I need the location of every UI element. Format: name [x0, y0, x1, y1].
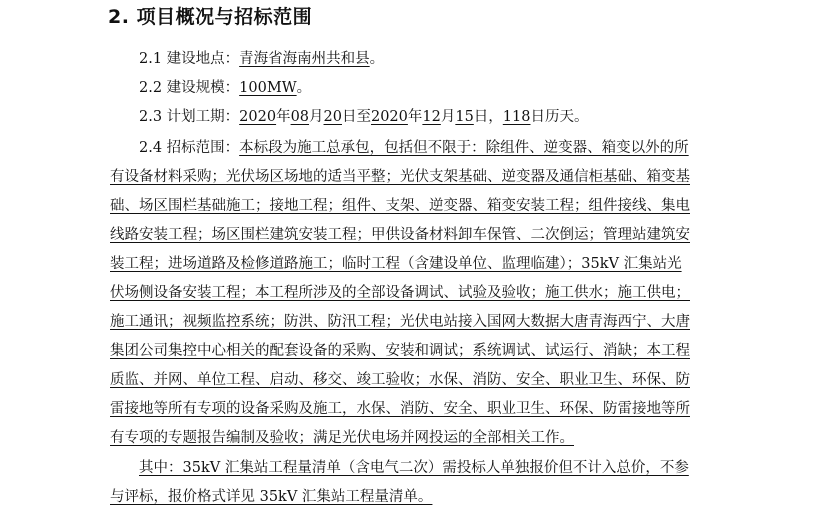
- start-day: 20: [323, 109, 342, 125]
- section-number: 2.: [108, 6, 130, 28]
- scope-line: 雷接地等所有专项的设备采购及施工，水保、消防、安全、职业卫生、环保、防雷接地等所: [110, 401, 690, 417]
- scope-line: 集团公司集控中心相关的配套设备的采购、安装和调试；系统调试、试运行、消缺；本工程: [110, 343, 690, 359]
- item-label: 建设规模：: [166, 80, 240, 96]
- start-year: 2020: [239, 109, 277, 125]
- scope-line: 伏场侧设备安装工程；本工程所涉及的全部设备调试、试验及验收；施工供水；施工供电；: [110, 285, 690, 301]
- text: 年: [407, 109, 423, 125]
- item-number: 2.1: [139, 51, 163, 67]
- text: 月: [440, 109, 456, 125]
- scope-line: 施工通讯；视频监控系统；防洪、防汛工程；光伏电站接入国网大数据大唐青海西宁、大唐: [110, 314, 690, 330]
- end-year: 2020: [370, 109, 408, 125]
- start-month: 08: [290, 109, 310, 125]
- item-location: [139, 48, 384, 70]
- scope-line: 础、场区围栏基础施工；接地工程；组件、支架、逆变器、箱变安装工程；组件接线、集电: [110, 198, 690, 214]
- scope-line: 有设备材料采购；光伏场区场地的适当平整；光伏支架基础、逆变器及通信柜基础、箱变基: [110, 169, 690, 185]
- scope-line: 质监、并网、单位工程、启动、移交、竣工验收；水保、消防、安全、职业卫生、环保、防: [110, 372, 690, 388]
- note-line: 与评标，报价格式详见 35kV 汇集站工程量清单。: [110, 489, 433, 505]
- end-month: 12: [422, 109, 441, 125]
- punctuation: 。: [296, 80, 312, 96]
- note-line: 其中：35kV 汇集站工程量清单（含电气二次）需投标人单独报价但不计入总价，不参: [139, 460, 689, 476]
- end-day: 15: [455, 109, 474, 125]
- text: 日至: [341, 109, 371, 125]
- scope-line: 装工程；进场道路及检修道路施工；临时工程（含建设单位、监理临建）；35kV 汇集站光: [110, 256, 682, 272]
- duration-days: 118: [502, 109, 531, 125]
- item-number: 2.3: [139, 109, 163, 125]
- item-schedule: [139, 106, 588, 128]
- item-number: 2.4: [139, 140, 163, 156]
- scope-line: 有专项的专题报告编制及验收；满足光伏电场并网投运的全部相关工作。: [110, 430, 574, 446]
- item-label: 招标范围：: [166, 140, 240, 156]
- section-title: 项目概况与招标范围: [136, 6, 313, 28]
- item-label: 计划工期：: [166, 109, 240, 125]
- text: 月: [309, 109, 324, 125]
- punctuation: 。: [369, 51, 385, 67]
- section-heading: [108, 2, 312, 29]
- text: 年: [276, 109, 291, 125]
- scope-line: 线路安装工程；场区围栏建筑安装工程；甲供设备材料卸车保管、二次倒运；管理站建筑安: [110, 227, 690, 243]
- item-number: 2.2: [139, 80, 163, 96]
- item-scale: [139, 77, 311, 99]
- scope-line: 本标段为施工总承包，包括但不限于：除组件、逆变器、箱变以外的所: [239, 140, 689, 156]
- location-value: 青海省海南州共和县: [239, 51, 370, 67]
- item-label: 建设地点：: [166, 51, 240, 67]
- text: 日历天。: [530, 109, 589, 125]
- text: 日，: [473, 109, 503, 125]
- item-scope-first-line: [139, 137, 689, 159]
- scale-value: 100MW: [239, 80, 297, 96]
